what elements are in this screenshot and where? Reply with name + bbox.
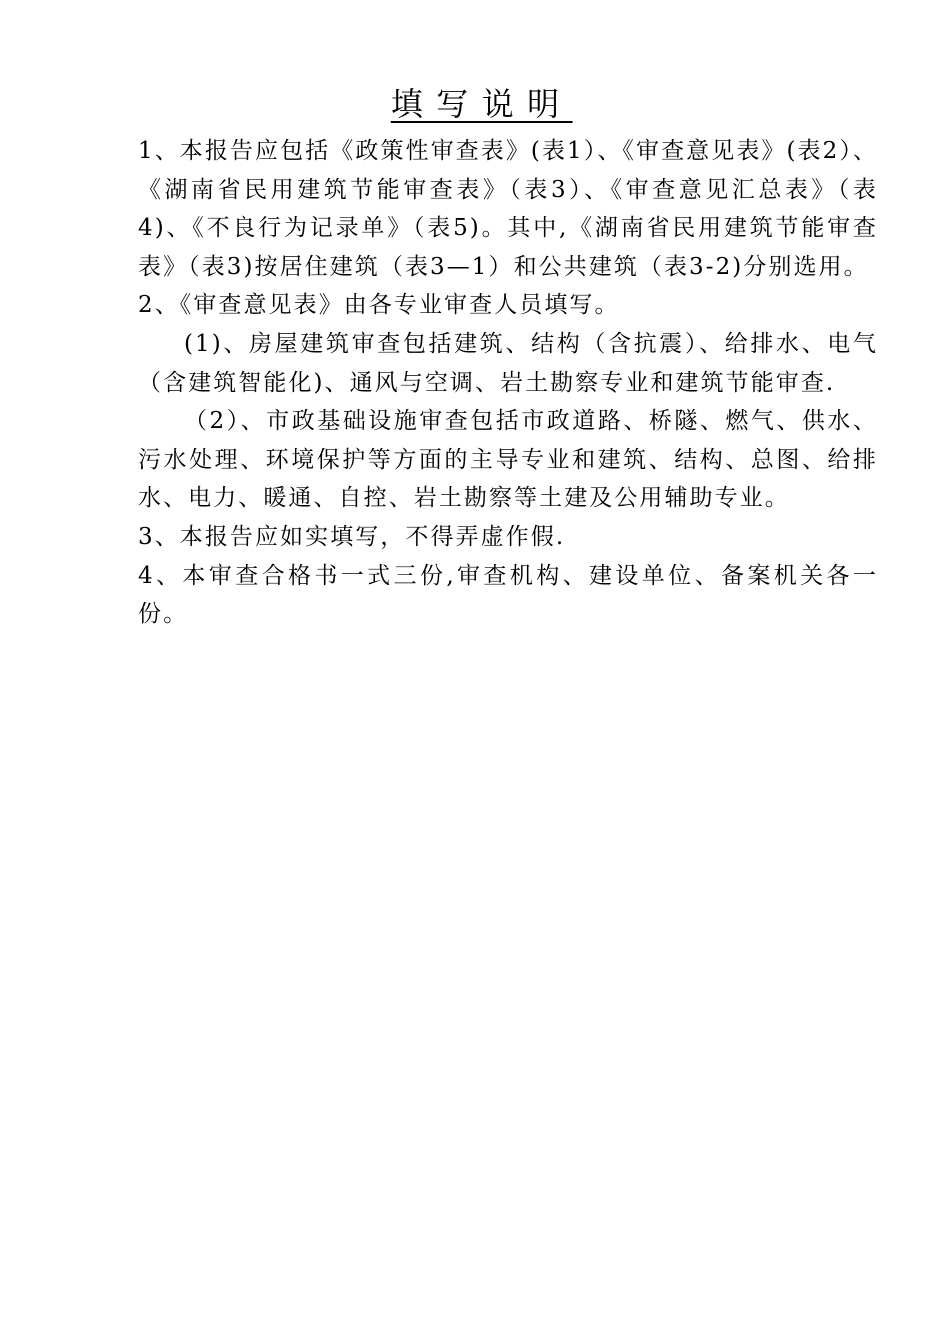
page-title <box>0 82 950 126</box>
instructions-body <box>138 132 878 634</box>
paragraph-item-4: 4、本审查合格书一式三份,审查机构、建设单位、备案机关各一份。 <box>138 562 878 628</box>
paragraph-item-2: 2、《审查意见表》由各专业审查人员填写。 <box>138 292 620 319</box>
paragraph-item-2-1: (1)、房屋建筑审查包括建筑、结构（含抗震）、给排水、电气（含建筑智能化)、通风与空调、岩土勘察专业和建筑节能审查. <box>138 330 878 396</box>
paragraph-item-1: 1、本报告应包括《政策性审查表》(表1）、《审查意见表》(表2）、《湖南省民用建筑节能审查表》（表3）、《审查意见汇总表》（表4)、《不良行为记录单》（表5)。其中,《湖南省民用建筑节能审查表》（表3)按居住建筑（表3—1）和公共建筑（表3-2)分别选用。 <box>138 138 878 280</box>
paragraph-item-2-2: （2）、市政基础设施审查包括市政道路、桥隧、燃气、供水、污水处理、环境保护等方面的主导专业和建筑、结构、总图、给排水、电力、暖通、自控、岩土勘察等土建及公用辅助专业。 <box>138 408 878 512</box>
paragraph-item-3: 3、本报告应如实填写，不得弄虚作假. <box>138 523 566 550</box>
page-title-text: 填写说明 <box>390 85 573 123</box>
